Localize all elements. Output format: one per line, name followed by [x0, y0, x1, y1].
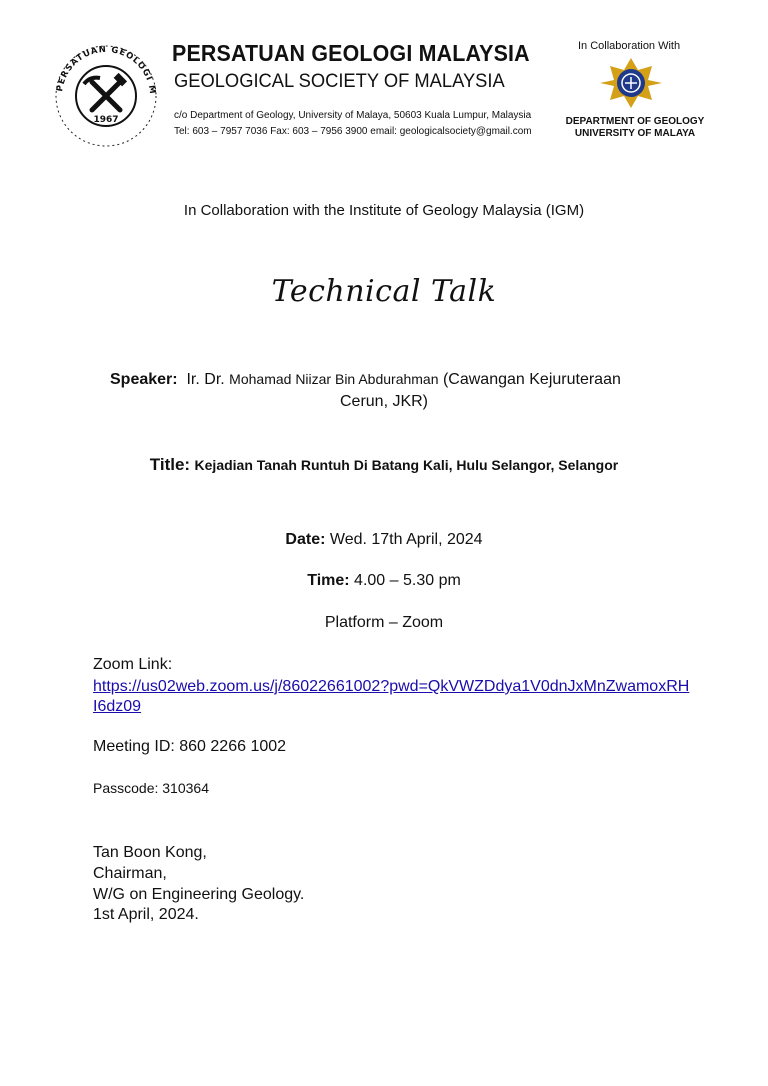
- zoom-link[interactable]: https://us02web.zoom.us/j/86022661002?pwd=QkVWZDdya1V0dnJxMnZwamoxRHI6dz09: [93, 678, 690, 715]
- letter-date: 1st April, 2024.: [93, 906, 199, 923]
- signatory-group: W/G on Engineering Geology.: [93, 886, 305, 903]
- speaker-title: Ir. Dr.: [186, 371, 225, 388]
- time-label: Time:: [307, 572, 350, 589]
- speaker-affiliation-cont: Cerun, JKR): [339, 393, 429, 410]
- title-value: Kejadian Tanah Runtuh Di Batang Kali, Hulu Selangor, Selangor: [194, 457, 619, 473]
- university-crest-icon: [598, 56, 664, 110]
- platform-line: Platform – Zoom: [324, 614, 444, 631]
- collab-heading: In Collaboration With: [578, 40, 681, 52]
- zoom-link-label: Zoom Link:: [93, 656, 173, 673]
- meeting-id: Meeting ID: 860 2266 1002: [93, 738, 287, 755]
- igm-collaboration-line: In Collaboration with the Institute of Geology Malaysia (IGM): [183, 202, 585, 219]
- svg-text:1967: 1967: [93, 115, 119, 125]
- org-address: c/o Department of Geology, University of Malaya, 50603 Kuala Lumpur, Malaysia: [174, 110, 532, 121]
- date-label: Date:: [285, 531, 326, 548]
- org-contact: Tel: 603 – 7957 7036 Fax: 603 – 7956 3900 email: geologicalsociety@gmail.com: [174, 126, 532, 137]
- signatory-role: Chairman,: [93, 865, 167, 882]
- crossed-hammer-pick-icon: [84, 73, 127, 110]
- date-value: Wed. 17th April, 2024: [329, 531, 483, 548]
- talk-topic-line: [0, 455, 768, 475]
- passcode: Passcode: 310364: [93, 780, 209, 796]
- talk-title: Technical Talk: [271, 274, 497, 309]
- um-university: UNIVERSITY OF MALAYA: [574, 128, 696, 139]
- date-line: [0, 531, 768, 549]
- speaker-affiliation: (Cawangan Kejuruteraan: [442, 371, 621, 388]
- signatory-name: Tan Boon Kong,: [93, 844, 207, 861]
- org-name-malay: PERSATUAN GEOLOGI MALAYSIA: [172, 40, 530, 66]
- svg-text:PERSATUAN GEOLOGI MALAYSIA: PERSATUAN GEOLOGI M: [55, 44, 158, 96]
- org-name-english: GEOLOGICAL SOCIETY OF MALAYSIA: [174, 70, 505, 92]
- time-line: [0, 572, 768, 590]
- speaker-name: Mohamad Niizar Bin Abdurahman: [229, 371, 439, 387]
- speaker-label: Speaker:: [110, 371, 178, 388]
- gsm-logo: [50, 40, 162, 152]
- title-label: Title:: [149, 455, 191, 474]
- um-department: DEPARTMENT OF GEOLOGY: [565, 116, 705, 127]
- speaker-line: [110, 371, 621, 389]
- time-value: 4.00 – 5.30 pm: [354, 572, 461, 589]
